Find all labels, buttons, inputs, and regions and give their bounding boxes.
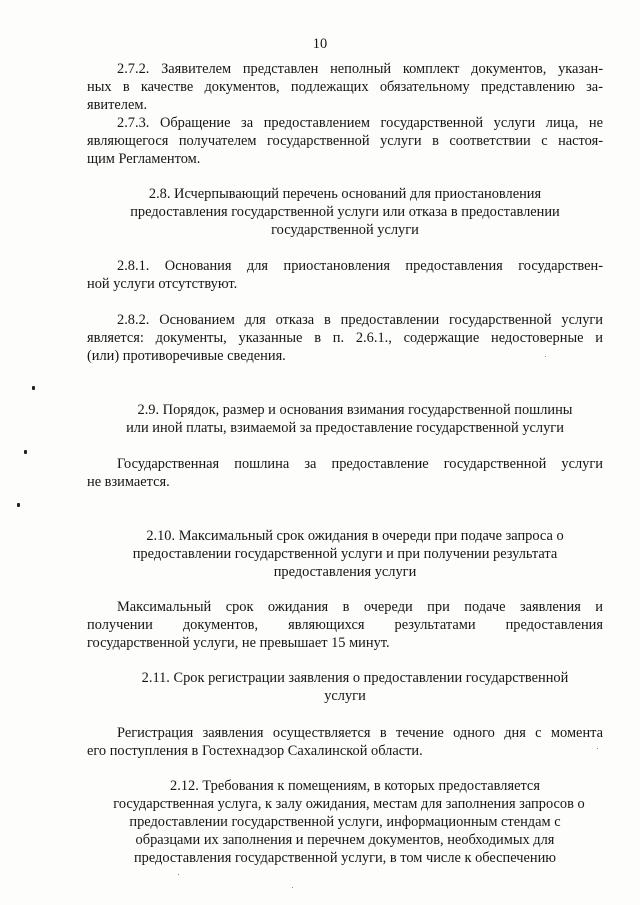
heading-line: или иной платы, взимаемой за предоставление государственной услуги bbox=[126, 420, 564, 436]
heading-line: предоставлении государственной услуги, информационным стендам с bbox=[129, 814, 561, 830]
heading-line: 2.8. Исчерпывающий перечень оснований для приостановления bbox=[148, 186, 542, 202]
scan-mark bbox=[24, 450, 27, 454]
text-line: ной услуги отсутствуют. bbox=[87, 276, 238, 292]
heading-line: государственной услуги bbox=[271, 222, 419, 238]
text-line: является: документы, указанные в п. 2.6.1., содержащие недостоверные и bbox=[87, 330, 603, 346]
text-line: (или) противоречивые сведения. bbox=[87, 348, 286, 364]
heading-line: предоставления услуги bbox=[273, 564, 417, 580]
heading-line: предоставления государственной услуги или отказа в предоставлении bbox=[130, 204, 560, 220]
scan-speck bbox=[292, 887, 293, 888]
heading-line: услуги bbox=[324, 688, 366, 704]
text-line: Регистрация заявления осуществляется в течение одного дня с момента bbox=[117, 725, 603, 741]
heading-line: предоставлении государственной услуги и при получении результата bbox=[132, 546, 558, 562]
text-line: получении документов, являющихся результатами предоставления bbox=[87, 617, 603, 633]
scan-speck bbox=[178, 874, 179, 875]
scan-speck bbox=[545, 356, 546, 357]
heading-line: 2.11. Срок регистрации заявления о предоставлении государственной bbox=[141, 670, 569, 686]
text-line: 2.8.2. Основанием для отказа в предоставлении государственной услуги bbox=[117, 312, 603, 328]
heading-line: 2.10. Максимальный срок ожидания в очереди при подаче запроса о bbox=[146, 528, 564, 544]
text-line: ных в качестве документов, подлежащих обязательному представлению за- bbox=[87, 79, 603, 95]
heading-line: государственная услуга, к залу ожидания, местам для заполнения запросов о bbox=[113, 796, 585, 812]
text-line: являющегося получателем государственной услуги в соответствии с настоя- bbox=[87, 133, 603, 149]
scan-speck bbox=[597, 748, 598, 749]
page-number: 10 bbox=[312, 36, 328, 52]
heading-line: образцами их заполнения и перечнем документов, необходимых для bbox=[135, 832, 555, 848]
text-line: 2.8.1. Основания для приостановления предоставления государствен- bbox=[117, 258, 603, 274]
text-line: 2.7.3. Обращение за предоставлением государственной услуги лица, не bbox=[117, 115, 603, 131]
text-line: не взимается. bbox=[87, 474, 170, 490]
text-line: щим Регламентом. bbox=[87, 151, 201, 167]
text-line: Государственная пошлина за предоставление государственной услуги bbox=[117, 456, 603, 472]
heading-line: 2.12. Требования к помещениям, в которых предоставляется bbox=[170, 778, 540, 794]
text-line: Максимальный срок ожидания в очереди при подаче заявления и bbox=[117, 599, 603, 615]
heading-line: 2.9. Порядок, размер и основания взимания государственной пошлины bbox=[137, 402, 573, 418]
scan-mark bbox=[17, 503, 20, 507]
scan-mark bbox=[32, 386, 35, 390]
text-line: явителем. bbox=[87, 97, 148, 113]
text-line: 2.7.2. Заявителем представлен неполный комплект документов, указан- bbox=[117, 61, 603, 77]
text-line: его поступления в Гостехнадзор Сахалинской области. bbox=[87, 743, 423, 759]
heading-line: предоставления государственной услуги, в том числе к обеспечению bbox=[133, 850, 557, 866]
text-line: государственной услуги, не превышает 15 минут. bbox=[87, 635, 390, 651]
